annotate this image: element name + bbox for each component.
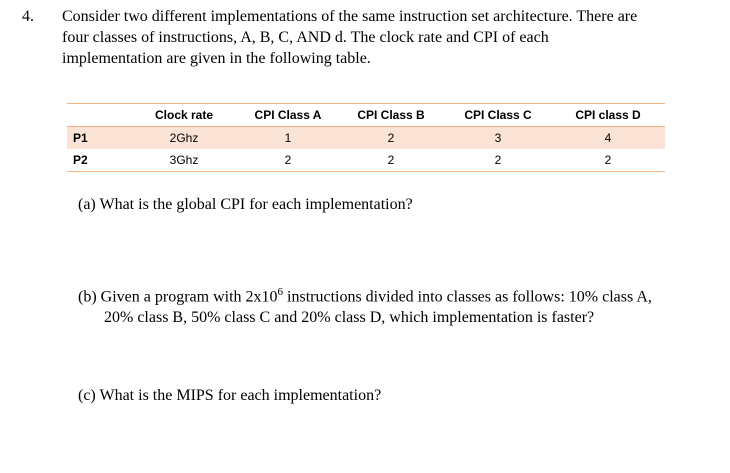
table-row xyxy=(67,127,665,149)
cell-cpi-b: 2 xyxy=(387,131,395,145)
header-cpi-c: CPI Class C xyxy=(464,108,532,122)
intro-line: implementation are given in the following table. xyxy=(62,50,371,67)
cell-cpi-c: 2 xyxy=(494,153,502,167)
row-label: P2 xyxy=(73,153,88,167)
question-intro xyxy=(62,6,712,69)
part-a xyxy=(78,194,413,215)
part-b-line2: 20% class B, 50% class C and 20% class D, which implementation is faster? xyxy=(104,309,595,327)
part-b-line1-post: instructions divided into classes as follows: 10% class A, xyxy=(283,288,652,306)
table-row xyxy=(67,149,665,172)
table-header-row xyxy=(67,103,665,127)
exponent: 6 xyxy=(277,286,284,298)
cell-cpi-d: 4 xyxy=(604,131,612,145)
part-c-text: (c) What is the MIPS for each implementation? xyxy=(78,387,382,404)
cpi-table xyxy=(67,103,665,172)
part-b-line1 xyxy=(78,282,718,307)
cell-cpi-a: 1 xyxy=(284,131,292,145)
part-c xyxy=(78,385,381,406)
row-label: P1 xyxy=(73,131,88,145)
header-cpi-d: CPI class D xyxy=(575,108,641,122)
cell-cpi-c: 3 xyxy=(494,131,502,145)
cell-cpi-d: 2 xyxy=(604,153,612,167)
part-b xyxy=(78,282,718,328)
header-clock-rate: Clock rate xyxy=(154,108,214,122)
header-cell xyxy=(73,104,133,126)
cell-cpi-a: 2 xyxy=(284,153,292,167)
cell-clock-rate: 2Ghz xyxy=(169,131,199,145)
part-b-line1-pre: (b) Given a program with 2x10 xyxy=(78,288,278,306)
intro-line: Consider two different implementations of the same instruction set architecture. There are xyxy=(62,8,638,25)
header-cpi-b: CPI Class B xyxy=(357,108,425,122)
intro-line: four classes of instructions, A, B, C, AND d. The clock rate and CPI of each xyxy=(62,29,549,46)
question-number: 4. xyxy=(22,8,34,25)
cell-cpi-b: 2 xyxy=(387,153,395,167)
header-cpi-a: CPI Class A xyxy=(254,108,322,122)
part-a-text: (a) What is the global CPI for each implementation? xyxy=(78,196,413,213)
cell-clock-rate: 3Ghz xyxy=(169,153,199,167)
